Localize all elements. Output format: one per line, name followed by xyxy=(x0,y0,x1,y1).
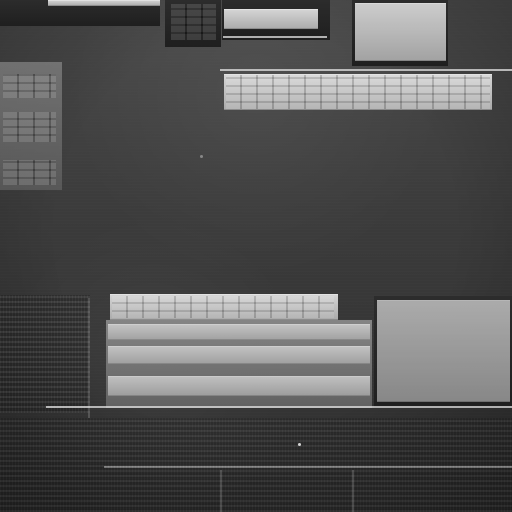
lower-center-row-2 xyxy=(108,346,370,364)
lower-center-row-3 xyxy=(108,376,370,396)
upper-bus-line xyxy=(220,69,512,71)
top-center-bright-array xyxy=(224,9,318,29)
lower-left-divider xyxy=(88,298,90,418)
top-left-highlight-strip xyxy=(48,0,160,6)
bright-speck xyxy=(298,443,301,446)
dim-speck xyxy=(200,155,203,158)
left-column-cells-middle xyxy=(3,112,56,142)
top-center-underline xyxy=(223,36,327,38)
lower-center-row-1 xyxy=(108,324,370,340)
lower-right-array xyxy=(377,300,510,402)
upper-memory-cells xyxy=(226,75,490,109)
main-bus-line xyxy=(46,406,512,408)
left-column-cells-bottom xyxy=(3,160,56,185)
top-right-cell-array xyxy=(355,3,446,61)
bottom-wiring-field xyxy=(0,418,512,512)
left-column-cells-top xyxy=(3,74,56,98)
top-left-stack-cells xyxy=(171,4,216,40)
bottom-divider-right xyxy=(352,470,354,512)
lower-left-structure xyxy=(0,295,90,413)
lower-header-cells xyxy=(112,296,334,318)
bottom-divider-left xyxy=(220,470,222,512)
